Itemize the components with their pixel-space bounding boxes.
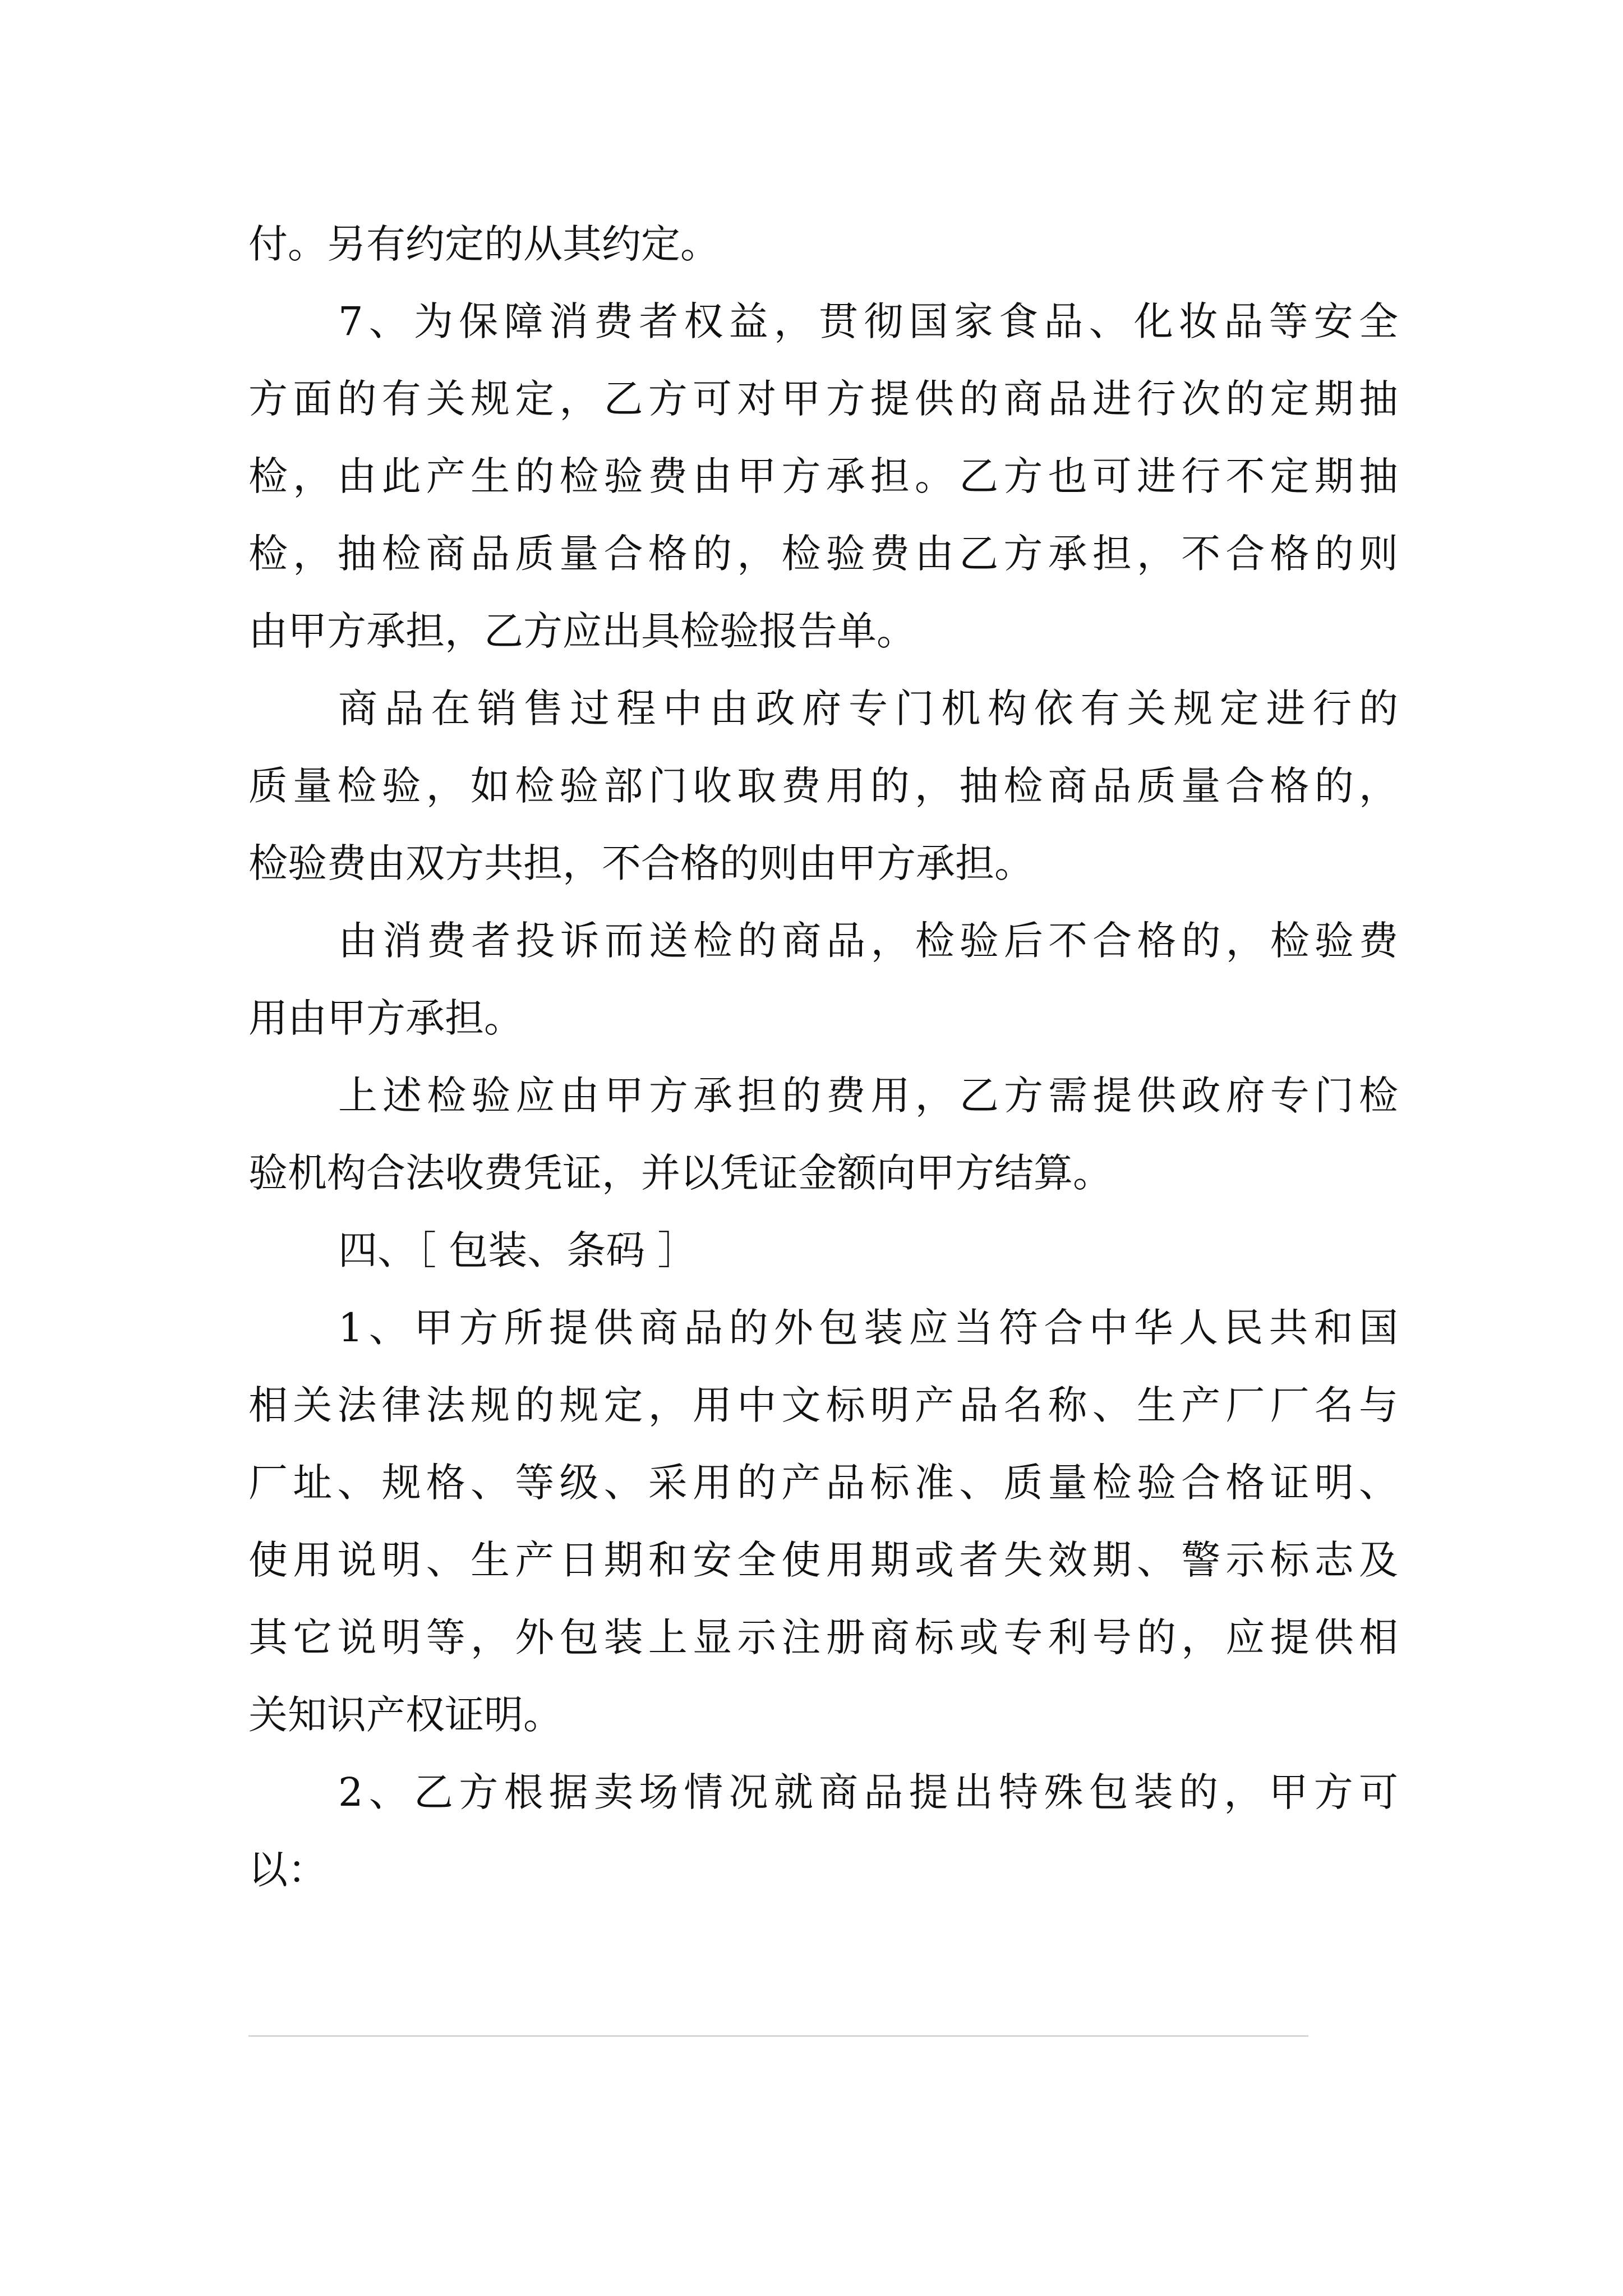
text-line: 由消费者投诉而送检的商品，检验后不合格的，检验费 bbox=[338, 918, 1398, 964]
text-line: 厂址、规格、等级、采用的产品标准、质量检验合格证明、 bbox=[248, 1460, 1398, 1506]
text-line: 关知识产权证明。 bbox=[248, 1692, 562, 1738]
text-line: 商品在销售过程中由政府专门机构依有关规定进行的 bbox=[338, 685, 1398, 731]
section-heading: 四、［ 包装、条码 ］ bbox=[338, 1227, 697, 1273]
text-line: 1、甲方所提供商品的外包装应当符合中华人民共和国 bbox=[338, 1305, 1398, 1351]
text-line: 方面的有关规定，乙方可对甲方提供的商品进行次的定期抽 bbox=[248, 376, 1398, 422]
text-line: 相关法律法规的规定，用中文标明产品名称、生产厂厂名与 bbox=[248, 1382, 1398, 1428]
text-line: 使用说明、生产日期和安全使用期或者失效期、警示标志及 bbox=[248, 1537, 1398, 1583]
text-line: 质量检验，如检验部门收取费用的，抽检商品质量合格的， bbox=[248, 763, 1398, 809]
text-line: 2、乙方根据卖场情况就商品提出特殊包装的，甲方可 bbox=[338, 1769, 1398, 1815]
text-line: 上述检验应由甲方承担的费用，乙方需提供政府专门检 bbox=[338, 1073, 1398, 1119]
text-line: 其它说明等，外包装上显示注册商标或专利号的，应提供相 bbox=[248, 1614, 1398, 1660]
text-line: 由甲方承担，乙方应出具检验报告单。 bbox=[248, 608, 916, 654]
text-line: 付。另有约定的从其约定。 bbox=[248, 221, 720, 267]
text-line: 检，由此产生的检验费由甲方承担。乙方也可进行不定期抽 bbox=[248, 453, 1398, 499]
text-line: 验机构合法收费凭证，并以凭证金额向甲方结算。 bbox=[248, 1150, 1112, 1196]
text-line: 以： bbox=[248, 1847, 327, 1893]
text-line: 检验费由双方共担，不合格的则由甲方承担。 bbox=[248, 840, 1034, 886]
text-line: 7、为保障消费者权益，贯彻国家食品、化妆品等安全 bbox=[338, 298, 1398, 344]
text-line: 用由甲方承担。 bbox=[248, 995, 523, 1041]
text-line: 检，抽检商品质量合格的，检验费由乙方承担，不合格的则 bbox=[248, 531, 1398, 577]
footer-divider bbox=[248, 2035, 1308, 2037]
